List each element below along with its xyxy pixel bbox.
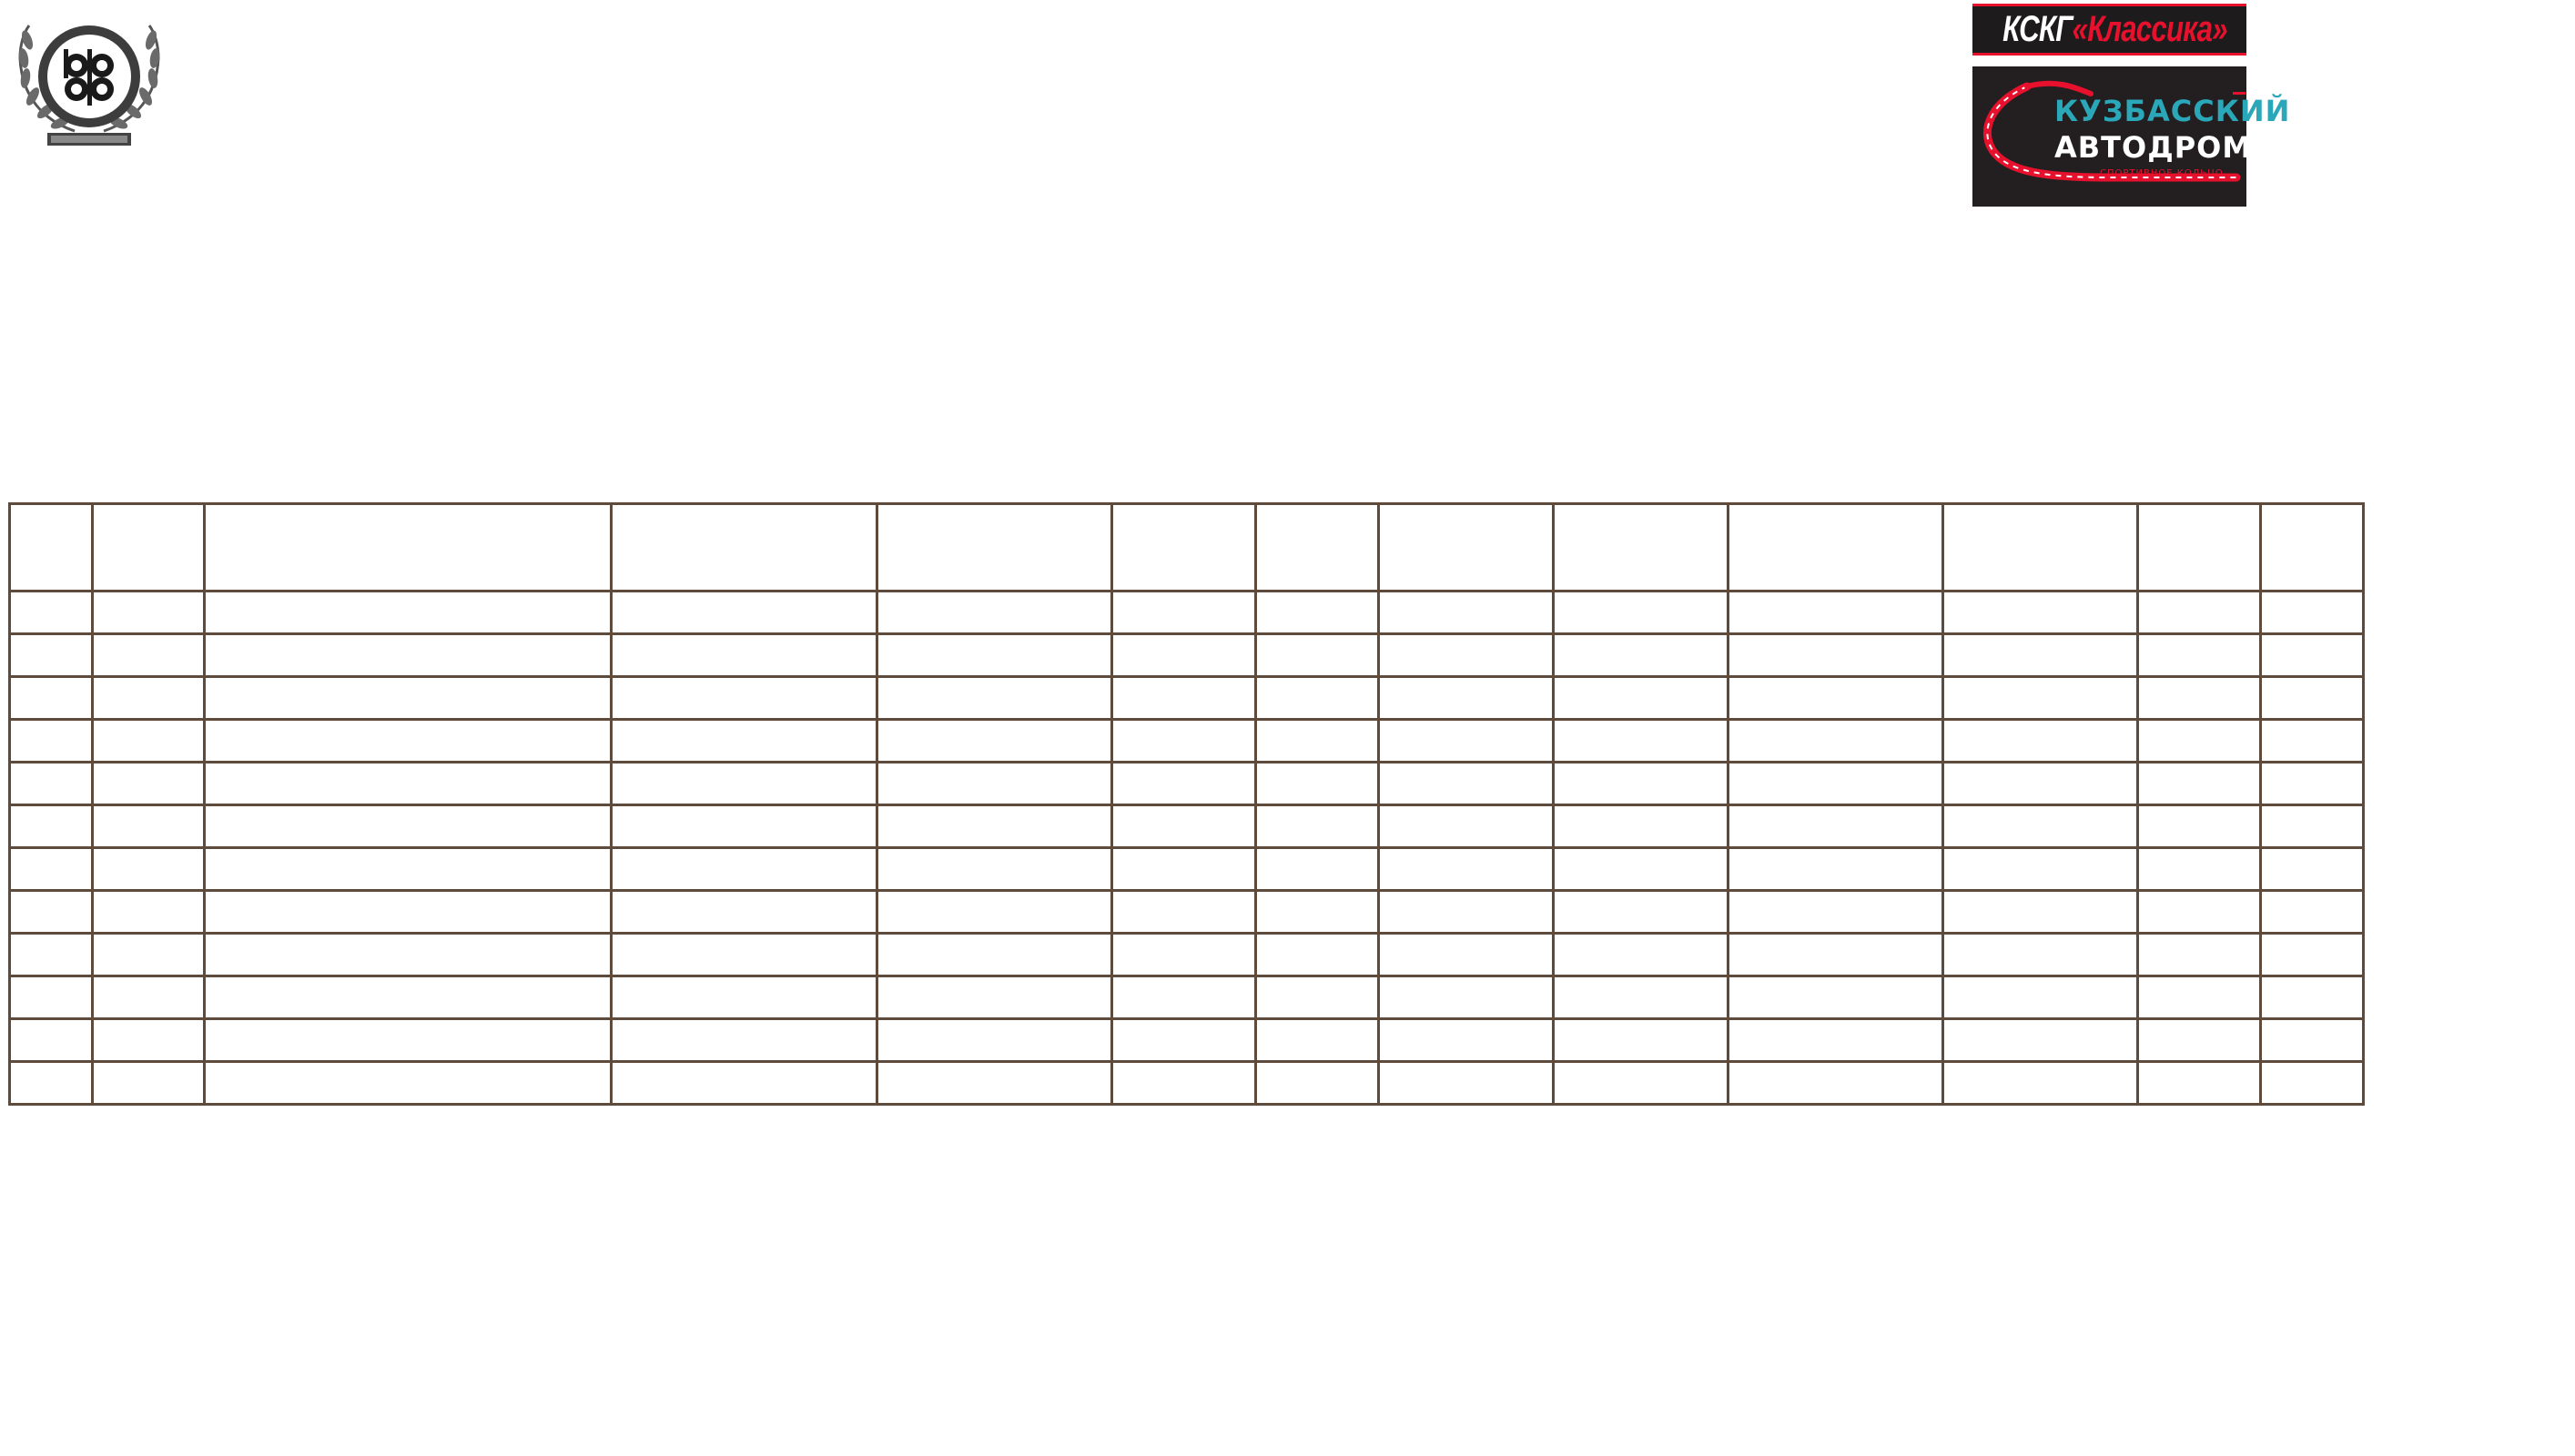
table-cell bbox=[1379, 763, 1554, 805]
table-cell bbox=[1379, 720, 1554, 763]
table-cell bbox=[612, 1062, 877, 1105]
table-cell bbox=[93, 634, 205, 677]
table-cell bbox=[1554, 1062, 1728, 1105]
table-cell bbox=[93, 805, 205, 848]
table-cell bbox=[1256, 592, 1379, 634]
table-cell bbox=[1379, 805, 1554, 848]
table-cell bbox=[93, 720, 205, 763]
table-cell bbox=[1256, 934, 1379, 976]
table-cell bbox=[612, 592, 877, 634]
table-cell bbox=[1554, 1019, 1728, 1062]
table-row bbox=[10, 976, 2364, 1019]
table-cell bbox=[612, 934, 877, 976]
table-cell bbox=[1112, 720, 1256, 763]
table-cell bbox=[93, 848, 205, 891]
kskg-klassika-logo bbox=[1972, 4, 2246, 56]
table-cell bbox=[877, 592, 1112, 634]
table-cell bbox=[1112, 634, 1256, 677]
table-cell bbox=[1554, 976, 1728, 1019]
autodrom-line1: КУЗБАССКИЙ bbox=[2054, 94, 2291, 128]
table-cell bbox=[1728, 677, 1943, 720]
table-cell bbox=[10, 634, 93, 677]
table-cell bbox=[2138, 1062, 2261, 1105]
table-cell bbox=[877, 677, 1112, 720]
table-cell bbox=[1943, 934, 2138, 976]
table-cell bbox=[1943, 720, 2138, 763]
table-cell bbox=[1943, 1019, 2138, 1062]
table-row bbox=[10, 1062, 2364, 1105]
table-cell bbox=[1728, 934, 1943, 976]
table-cell bbox=[2138, 805, 2261, 848]
table-cell bbox=[2138, 976, 2261, 1019]
table-cell bbox=[1112, 1019, 1256, 1062]
kskg-logo-text bbox=[2002, 9, 2227, 49]
table-cell bbox=[93, 1062, 205, 1105]
table-cell bbox=[612, 848, 877, 891]
table-cell bbox=[2138, 592, 2261, 634]
logo-stripe bbox=[1972, 4, 2246, 6]
table-cell bbox=[205, 805, 612, 848]
table-cell bbox=[612, 720, 877, 763]
table-cell bbox=[1256, 976, 1379, 1019]
table-header-row bbox=[10, 504, 2364, 592]
table-cell bbox=[1554, 592, 1728, 634]
table-row bbox=[10, 677, 2364, 720]
table-header-cell bbox=[1554, 504, 1728, 592]
table-cell bbox=[2261, 1019, 2364, 1062]
table-cell bbox=[1256, 805, 1379, 848]
table-cell bbox=[877, 763, 1112, 805]
table-row bbox=[10, 763, 2364, 805]
table-cell bbox=[1256, 1019, 1379, 1062]
autodrom-tagline: СПОРТИВНОЕ КОЛЬЦО bbox=[2100, 168, 2224, 178]
autodrom-line2: АВТОДРОМ bbox=[2054, 130, 2253, 165]
table-cell bbox=[1943, 1062, 2138, 1105]
table-cell bbox=[2138, 634, 2261, 677]
table-cell bbox=[1728, 763, 1943, 805]
table-cell bbox=[10, 934, 93, 976]
table-cell bbox=[2138, 934, 2261, 976]
table-cell bbox=[1112, 976, 1256, 1019]
table-cell bbox=[205, 848, 612, 891]
table-cell bbox=[10, 1019, 93, 1062]
table-cell bbox=[205, 1062, 612, 1105]
table-cell bbox=[2261, 592, 2364, 634]
table-cell bbox=[612, 677, 877, 720]
table-header-cell bbox=[612, 504, 877, 592]
table-cell bbox=[1379, 848, 1554, 891]
table-cell bbox=[205, 634, 612, 677]
table-cell bbox=[1554, 677, 1728, 720]
rafr-emblem-icon bbox=[11, 13, 167, 155]
table-cell bbox=[1112, 592, 1256, 634]
table-cell bbox=[877, 934, 1112, 976]
table-cell bbox=[612, 634, 877, 677]
table-cell bbox=[2138, 720, 2261, 763]
table-cell bbox=[205, 934, 612, 976]
table-cell bbox=[2261, 677, 2364, 720]
table-cell bbox=[93, 976, 205, 1019]
table-header-cell bbox=[1112, 504, 1256, 592]
table-cell bbox=[1256, 720, 1379, 763]
table-cell bbox=[93, 592, 205, 634]
table-cell bbox=[2261, 634, 2364, 677]
table-cell bbox=[1554, 848, 1728, 891]
table-cell bbox=[612, 891, 877, 934]
table-cell bbox=[877, 976, 1112, 1019]
table-header-cell bbox=[1256, 504, 1379, 592]
table-cell bbox=[2261, 805, 2364, 848]
table-cell bbox=[1112, 763, 1256, 805]
table-cell bbox=[10, 848, 93, 891]
logo-stripe bbox=[1972, 53, 2246, 56]
table-cell bbox=[1728, 976, 1943, 1019]
table-cell bbox=[1256, 634, 1379, 677]
table-cell bbox=[1379, 934, 1554, 976]
table-cell bbox=[205, 677, 612, 720]
table-cell bbox=[205, 720, 612, 763]
table-header-cell bbox=[2261, 504, 2364, 592]
table-cell bbox=[10, 891, 93, 934]
table-cell bbox=[205, 763, 612, 805]
table-cell bbox=[1112, 805, 1256, 848]
table-cell bbox=[877, 805, 1112, 848]
table-cell bbox=[2261, 934, 2364, 976]
table-cell bbox=[2138, 677, 2261, 720]
table-header-cell bbox=[1728, 504, 1943, 592]
table-cell bbox=[1728, 1019, 1943, 1062]
table-cell bbox=[205, 592, 612, 634]
table-cell bbox=[1379, 976, 1554, 1019]
table-cell bbox=[1112, 891, 1256, 934]
table-header-cell bbox=[1943, 504, 2138, 592]
table-cell bbox=[2261, 1062, 2364, 1105]
table-cell bbox=[1379, 634, 1554, 677]
table-cell bbox=[877, 1062, 1112, 1105]
table-cell bbox=[1379, 592, 1554, 634]
table-cell bbox=[1943, 848, 2138, 891]
table-header-cell bbox=[877, 504, 1112, 592]
table-header-cell bbox=[93, 504, 205, 592]
table-cell bbox=[1256, 848, 1379, 891]
table-cell bbox=[1943, 976, 2138, 1019]
table-cell bbox=[1728, 1062, 1943, 1105]
kuzbass-autodrom-logo bbox=[1972, 66, 2291, 207]
table-cell bbox=[2261, 763, 2364, 805]
table-cell bbox=[10, 805, 93, 848]
table-cell bbox=[1728, 592, 1943, 634]
table-cell bbox=[1256, 763, 1379, 805]
table-cell bbox=[10, 763, 93, 805]
table-cell bbox=[877, 1019, 1112, 1062]
table-cell bbox=[1379, 1062, 1554, 1105]
table-cell bbox=[93, 763, 205, 805]
table-cell bbox=[2138, 848, 2261, 891]
table-row bbox=[10, 1019, 2364, 1062]
table-cell bbox=[1554, 934, 1728, 976]
table-cell bbox=[1728, 634, 1943, 677]
table-cell bbox=[1554, 634, 1728, 677]
table-cell bbox=[205, 1019, 612, 1062]
table-cell bbox=[612, 805, 877, 848]
table-cell bbox=[10, 976, 93, 1019]
table-cell bbox=[877, 634, 1112, 677]
table-cell bbox=[612, 763, 877, 805]
table-cell bbox=[877, 720, 1112, 763]
table-cell bbox=[1943, 805, 2138, 848]
table-row bbox=[10, 891, 2364, 934]
table-cell bbox=[1256, 1062, 1379, 1105]
table-cell bbox=[2138, 1019, 2261, 1062]
table-row bbox=[10, 848, 2364, 891]
table-cell bbox=[2261, 976, 2364, 1019]
table-cell bbox=[1112, 934, 1256, 976]
table-cell bbox=[877, 891, 1112, 934]
table-cell bbox=[1728, 720, 1943, 763]
table-cell bbox=[2261, 848, 2364, 891]
table-cell bbox=[1554, 763, 1728, 805]
table-cell bbox=[1379, 891, 1554, 934]
table-cell bbox=[1943, 763, 2138, 805]
table-cell bbox=[2261, 891, 2364, 934]
table-cell bbox=[1728, 805, 1943, 848]
table-cell bbox=[1943, 677, 2138, 720]
table-cell bbox=[1112, 677, 1256, 720]
table-cell bbox=[1112, 848, 1256, 891]
table-cell bbox=[10, 720, 93, 763]
table-cell bbox=[1554, 805, 1728, 848]
table-header-cell bbox=[10, 504, 93, 592]
table-cell bbox=[2138, 763, 2261, 805]
table-cell bbox=[612, 1019, 877, 1062]
table-cell bbox=[93, 891, 205, 934]
table-cell bbox=[1554, 891, 1728, 934]
table-row bbox=[10, 634, 2364, 677]
table-cell bbox=[1256, 891, 1379, 934]
table-cell bbox=[2261, 720, 2364, 763]
table-cell bbox=[205, 891, 612, 934]
kskg-name: «Классика» bbox=[2072, 9, 2227, 49]
table-row bbox=[10, 592, 2364, 634]
table-header-cell bbox=[2138, 504, 2261, 592]
table-cell bbox=[10, 677, 93, 720]
table-cell bbox=[612, 976, 877, 1019]
table-cell bbox=[1256, 677, 1379, 720]
table-cell bbox=[93, 677, 205, 720]
table-header-cell bbox=[1379, 504, 1554, 592]
table-cell bbox=[1554, 720, 1728, 763]
table-cell bbox=[1943, 634, 2138, 677]
table-cell bbox=[1379, 1019, 1554, 1062]
table-cell bbox=[10, 592, 93, 634]
kskg-prefix: КСКГ bbox=[2002, 9, 2073, 49]
table-cell bbox=[205, 976, 612, 1019]
table-header-cell bbox=[205, 504, 612, 592]
table-cell bbox=[877, 848, 1112, 891]
table-cell bbox=[93, 934, 205, 976]
table-row bbox=[10, 805, 2364, 848]
table-cell bbox=[1728, 848, 1943, 891]
table-row bbox=[10, 720, 2364, 763]
table-cell bbox=[10, 1062, 93, 1105]
table-cell bbox=[1943, 592, 2138, 634]
table-cell bbox=[1379, 677, 1554, 720]
table-cell bbox=[1112, 1062, 1256, 1105]
table-cell bbox=[2138, 891, 2261, 934]
table-cell bbox=[1943, 891, 2138, 934]
table-row bbox=[10, 934, 2364, 976]
table-cell bbox=[1728, 891, 1943, 934]
results-table bbox=[8, 502, 2365, 1106]
table-cell bbox=[93, 1019, 205, 1062]
